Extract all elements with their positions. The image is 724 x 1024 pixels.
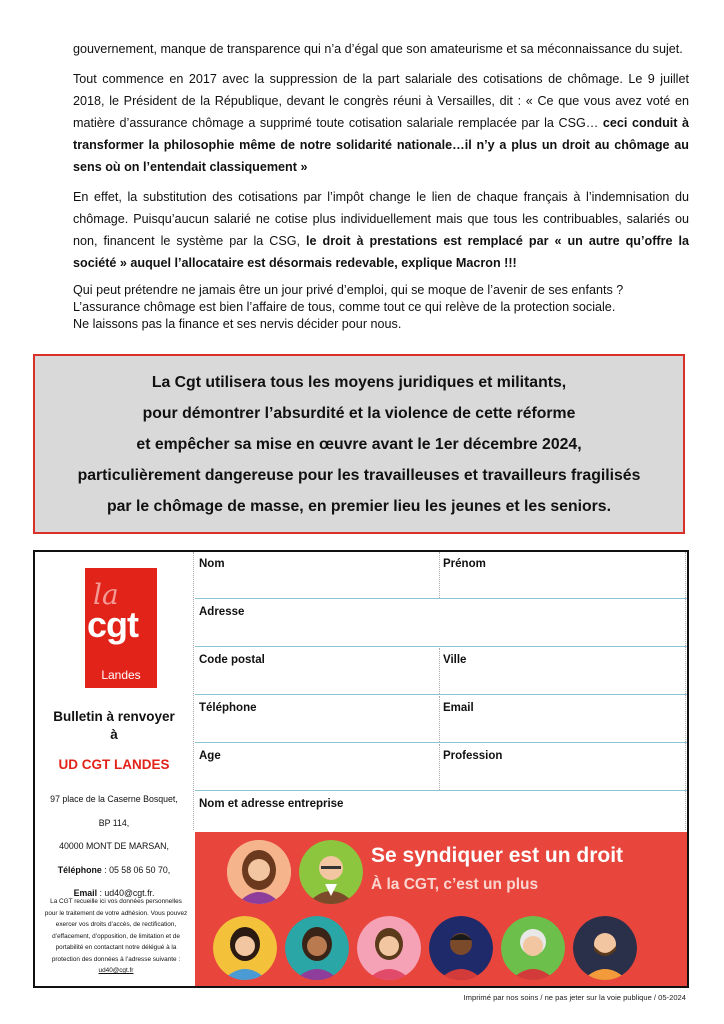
banner-subtitle: À la CGT, c’est un plus — [371, 876, 539, 893]
callout-box — [33, 354, 685, 534]
form-row — [195, 792, 687, 830]
avatar-woman-pink-icon — [357, 916, 421, 980]
form-row — [195, 552, 687, 599]
org-phone: Téléphone : 05 58 06 50 70, — [57, 864, 171, 875]
entreprise-field[interactable]: Nom et adresse entreprise — [199, 798, 344, 810]
org-name: UD CGT LANDES — [58, 757, 170, 772]
avatar-young-woman-icon — [213, 916, 277, 980]
form-row — [195, 744, 687, 791]
privacy-email-link[interactable]: ud40@cgt.fr — [98, 967, 134, 974]
logo-la-text: la — [93, 578, 119, 611]
paragraph-3: En effet, la substitution des cotisations par l’impôt change le lien de chaque français à l’indemnisation du chômage. Puisqu’aucun salarié ne cotise plus individuellement mais que tous les contribuables, salariés ou non, financent le système par la CSG, le droit à prestations est remplacé par « un autre qu’offre la société » auquel l’allocataire est désormais redevable, explique Macron !!! — [73, 190, 689, 270]
print-footer: Imprimé par nos soins / ne pas jeter sur la voie publique / 05-2024 — [463, 993, 686, 1002]
adresse-field[interactable]: Adresse — [199, 606, 245, 618]
form-row — [195, 648, 687, 695]
callout-line: pour démontrer l’absurdité et la violence de cette réforme — [142, 404, 576, 422]
avatar-bearded-man-icon — [573, 916, 637, 980]
org-email: Email : ud40@cgt.fr. — [73, 888, 155, 898]
org-address: 97 place de la Caserne Bosquet, BP 114, 40000 MONT DE MARSAN, Téléphone : 05 58 06 50 70, Email : ud40@cgt.fr. — [35, 788, 193, 906]
age-field[interactable]: Age — [199, 750, 221, 762]
profession-field[interactable]: Profession — [443, 750, 503, 762]
email-field[interactable]: Email — [443, 702, 474, 714]
form-row — [195, 600, 687, 647]
sender-column — [35, 552, 193, 986]
paragraph-4: Qui peut prétendre ne jamais être un jour privé d’emploi, qui se moque de l’avenir de ses enfants ? L’assurance chômage est bien l’affaire de tous, comme tout ce qui relève de la protection sociale. Ne laissons pas la finance et ses nervis décider pour nous. — [73, 283, 624, 331]
avatar-senior-woman-icon — [501, 916, 565, 980]
telephone-field[interactable]: Téléphone — [199, 702, 257, 714]
callout-line: par le chômage de masse, en premier lieu les jeunes et les seniors. — [107, 497, 611, 515]
body-text — [73, 38, 689, 341]
form-fields — [193, 552, 687, 830]
cgt-logo — [85, 568, 157, 688]
callout-line: particulièrement dangereuse pour les travailleuses et travailleurs fragilisés — [77, 466, 641, 484]
callout-line: La Cgt utilisera tous les moyens juridiques et militants, — [151, 373, 567, 391]
logo-cgt-text: cgt — [87, 604, 138, 645]
prenom-field[interactable]: Prénom — [443, 558, 486, 570]
form-row — [195, 696, 687, 743]
ville-field[interactable]: Ville — [443, 654, 467, 666]
code-postal-field[interactable]: Code postal — [199, 654, 265, 666]
logo-region-text: Landes — [101, 668, 141, 682]
join-banner — [195, 832, 687, 986]
callout-line: et empêcher sa mise en œuvre avant le 1er décembre 2024, — [136, 435, 582, 453]
membership-form — [33, 550, 689, 988]
paragraph-2: Tout commence en 2017 avec la suppression de la part salariale des cotisations de chômage. Le 9 juillet 2018, le Président de la République, devant le congrès réuni à Versailles, dit : « Ce que vous avez voté en matière d’assurance chômage a supprimé toute cotisation salariale remplacée par la CSG… ceci conduit à transformer la philosophie même de notre solidarité nationale…il n’y a plus un droit au chômage au sens où on l’entendait classiquement » — [73, 72, 690, 174]
nom-field[interactable]: Nom — [199, 558, 225, 570]
avatar-woman-teal-icon — [285, 916, 349, 980]
paragraph-1: gouvernement, manque de transparence qui n’a d’égal que son amateurisme et sa méconnaissance du sujet. — [73, 42, 683, 56]
bulletin-heading: Bulletin à renvoyer à — [53, 709, 175, 742]
avatar-old-man-icon — [299, 840, 363, 904]
banner-title: Se syndiquer est un droit — [371, 844, 624, 867]
avatar-man-navy-icon — [429, 916, 493, 980]
avatar-woman-icon — [227, 840, 291, 904]
privacy-notice: La CGT recueille ici vos données personnelles pour le traitement de votre adhésion. Vous pouvez exercer vos droits d’accès, de rectification, d’effacement, d’opposition, de limitation et de portabilité en contactant notre délégué à la protection des données à l’adresse suivante : ud40@cgt.fr — [44, 898, 188, 974]
